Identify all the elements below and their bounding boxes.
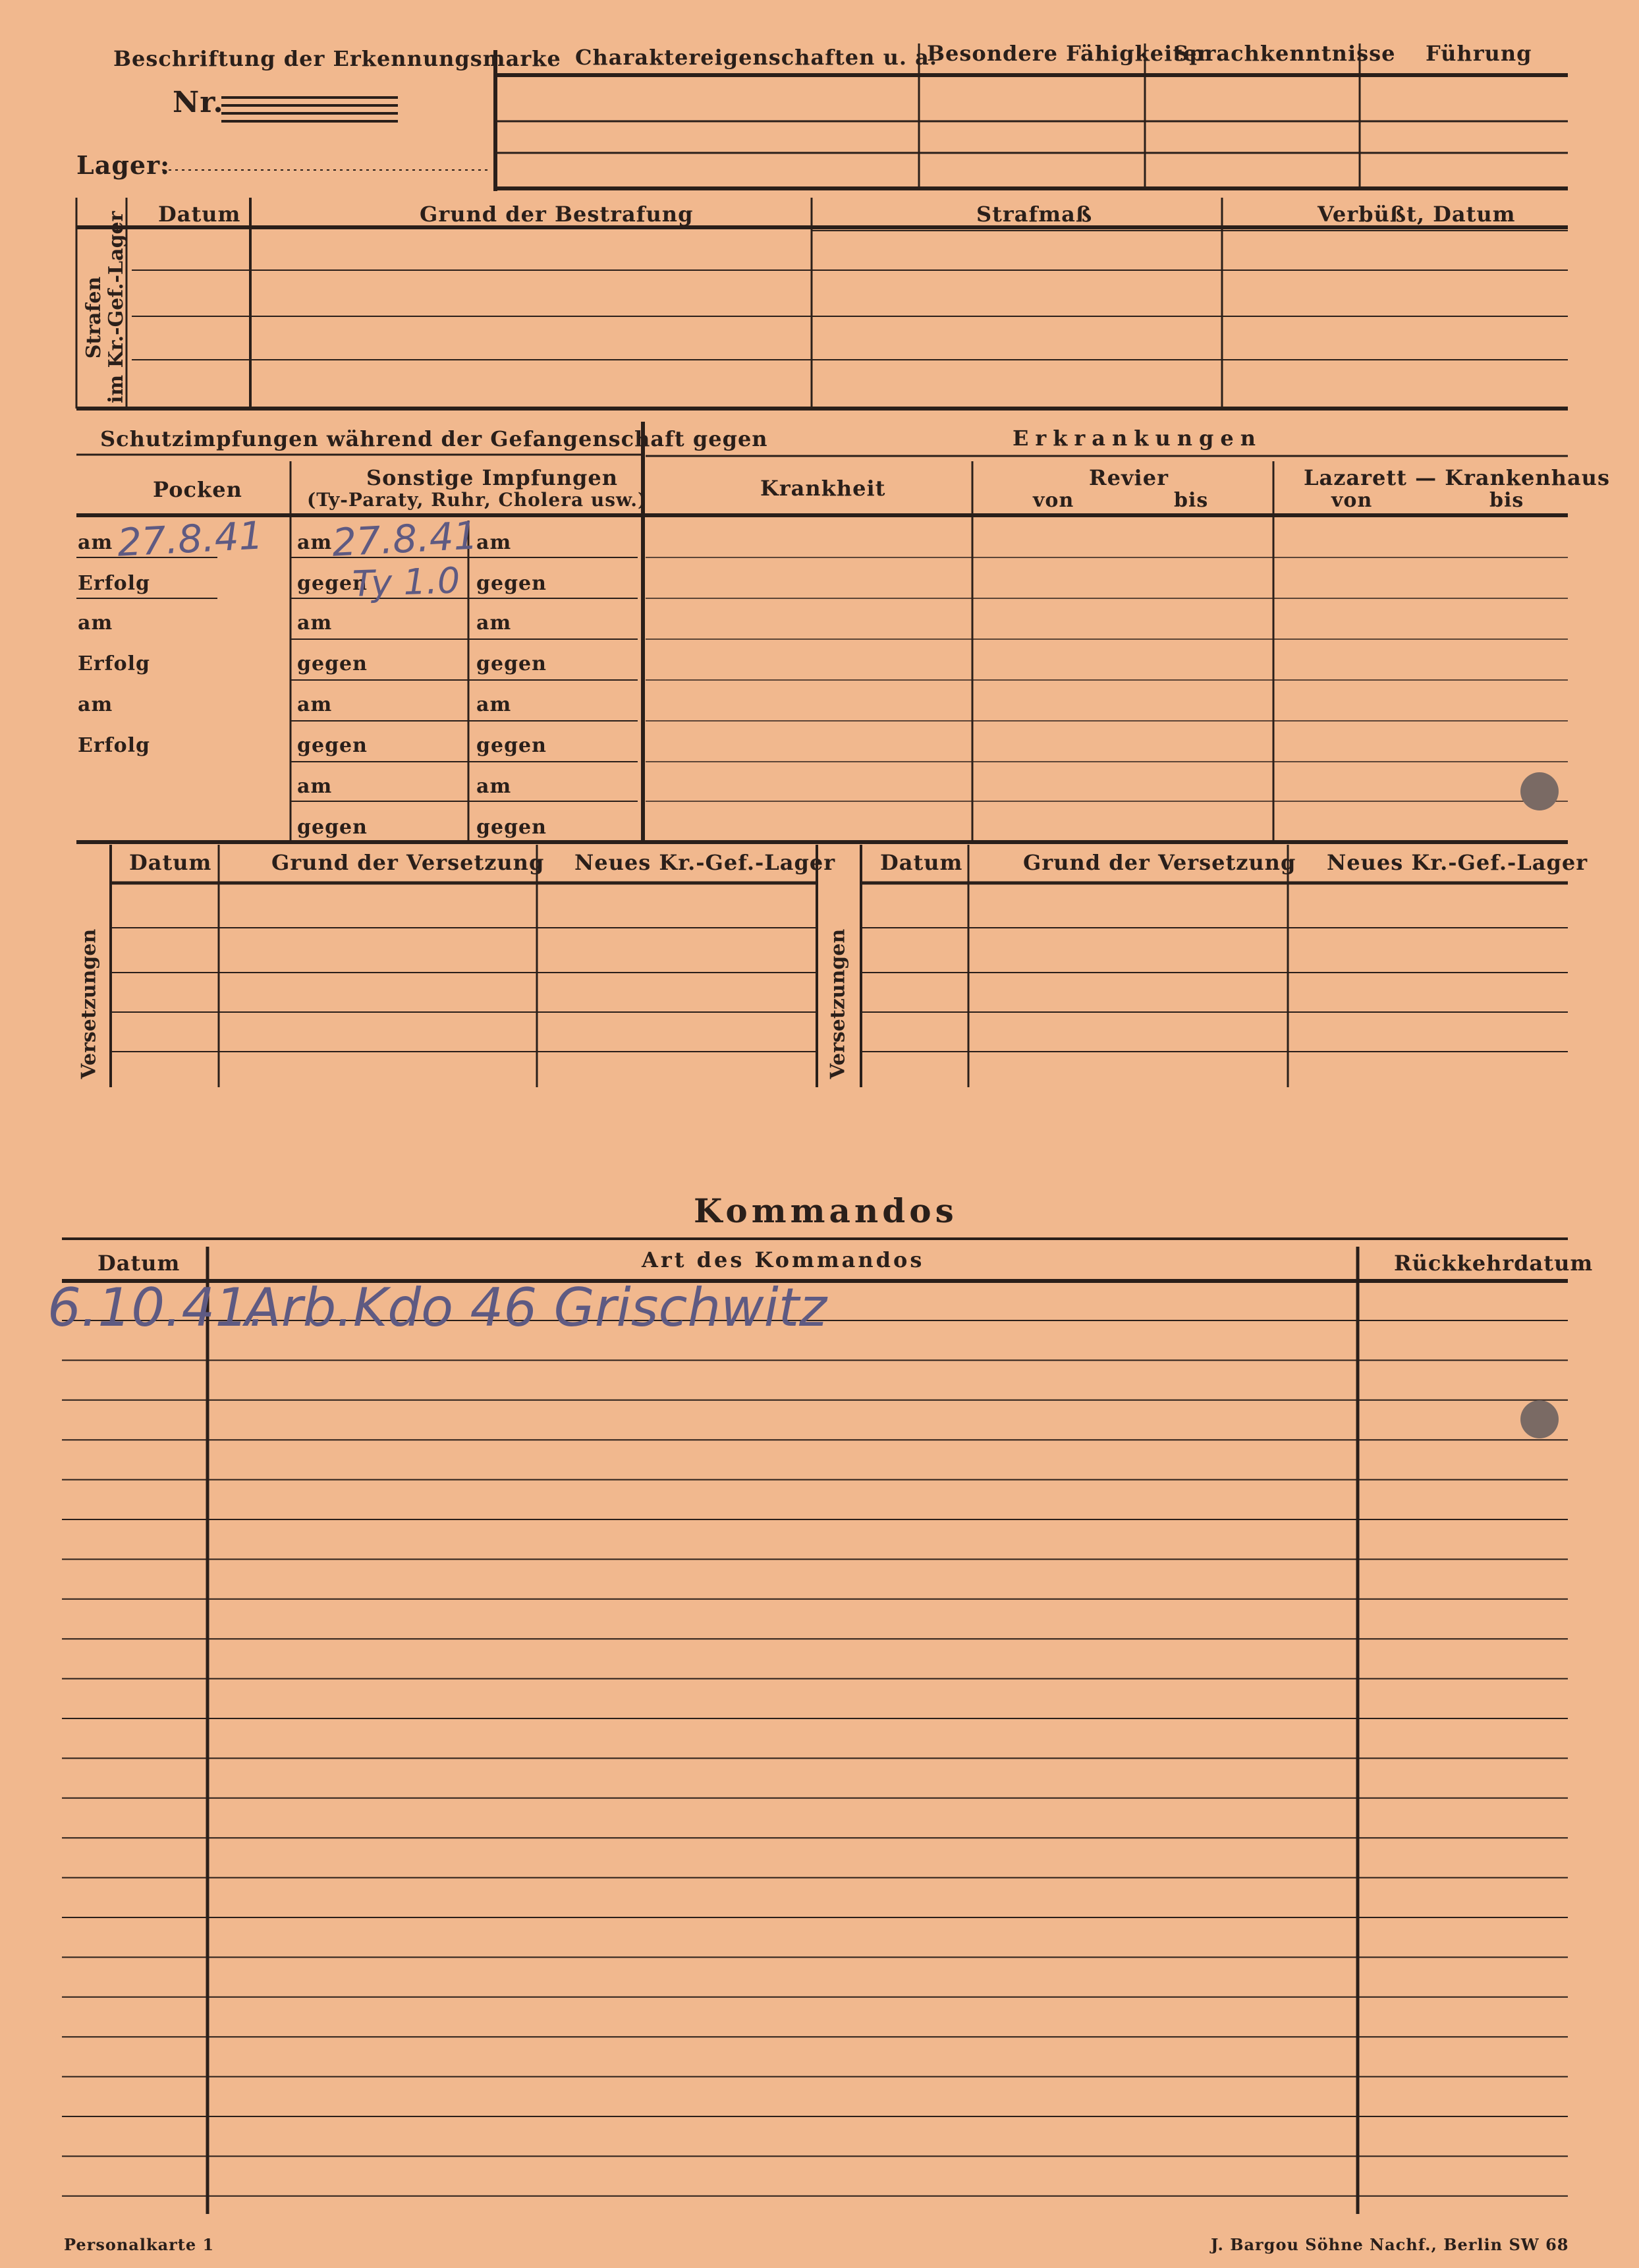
illness-lazarett-bis: bis — [1489, 489, 1524, 512]
other-vacc-row-label: am — [297, 531, 333, 554]
transfers-right-header-lager: Neues Kr.-Gef.-Lager — [1327, 850, 1588, 875]
hw-other-vacc-date: 27.8.41 — [331, 513, 480, 565]
transfers-left-header-lager: Neues Kr.-Gef.-Lager — [574, 850, 836, 875]
hw-kommando-date: 6.10.41. — [47, 1277, 265, 1338]
vacc-heading: Schutzimpfungen während der Gefangenschaft gegen — [100, 426, 768, 451]
illness-heading: Erkrankungen — [1013, 426, 1262, 451]
hw-pocken-date: 27.8.41 — [116, 513, 265, 565]
traits-header-conduct: Führung — [1426, 41, 1532, 66]
pocken-row-label: am — [78, 531, 113, 554]
pocken-row-label: Erfolg — [78, 572, 150, 595]
pocken-row-label: Erfolg — [78, 652, 150, 675]
kommandos-header-art: Art des Kommandos — [642, 1247, 925, 1272]
strafen-side-label: Strafen im Kr.-Gef.-Lager — [82, 211, 128, 403]
lager-label: Lager: — [76, 150, 171, 180]
nr-label: Nr. — [173, 86, 224, 119]
transfers-side-label-right: Versetzungen — [826, 928, 850, 1079]
other-vacc-row-label: gegen — [297, 816, 368, 839]
pocken-row-label: Erfolg — [78, 734, 150, 757]
hw-other-vacc-against: Ty 1.0 — [351, 559, 461, 605]
pocken-row-label: am — [78, 693, 113, 716]
strafen-header-datum: Datum — [158, 202, 241, 227]
illness-header-revier: Revier — [1089, 465, 1169, 490]
illness-lazarett-von: von — [1331, 489, 1373, 512]
punch-hole — [1520, 772, 1559, 810]
strafen-header-strafmass: Strafmaß — [976, 202, 1093, 227]
other-vacc-row-label: gegen — [297, 572, 368, 595]
traits-header-character: Charaktereigenschaften u. a. — [575, 45, 937, 70]
traits-header-languages: Sprachkenntnisse — [1173, 41, 1396, 66]
other-vacc-row-label: gegen — [476, 652, 547, 675]
other-vacc-row-label: am — [476, 531, 512, 554]
traits-header-abilities: Besondere Fähigkeiten — [927, 41, 1213, 66]
other-vacc-row-label: am — [476, 693, 512, 716]
other-vacc-row-label: gegen — [476, 572, 547, 595]
strafen-header-verbuesst: Verbüßt, Datum — [1318, 202, 1516, 227]
kommandos-title: Kommandos — [694, 1191, 958, 1230]
other-vacc-row-label: gegen — [476, 816, 547, 839]
illness-revier-bis: bis — [1174, 489, 1209, 512]
transfers-left-header-datum: Datum — [129, 850, 212, 875]
footer-form-name: Personalkarte 1 — [64, 2235, 215, 2254]
other-vacc-row-label: am — [476, 611, 512, 635]
other-vacc-row-label: gegen — [297, 734, 368, 757]
transfers-right-header-grund: Grund der Versetzung — [1023, 850, 1296, 875]
illness-revier-von: von — [1033, 489, 1074, 512]
other-vacc-row-label: am — [297, 775, 333, 798]
transfers-side-label-left: Versetzungen — [77, 928, 101, 1079]
kommandos-header-rueckkehr: Rückkehrdatum — [1394, 1251, 1594, 1276]
pocken-row-label: am — [78, 611, 113, 635]
hw-kommando-text: Arb.Kdo 46 Grischwitz — [245, 1277, 827, 1338]
illness-header-lazarett: Lazarett — Krankenhaus — [1304, 465, 1610, 490]
kommandos-header-datum: Datum — [97, 1251, 181, 1276]
id-tag-heading: Beschriftung der Erkennungsmarke — [113, 46, 561, 71]
other-vacc-row-label: am — [297, 611, 333, 635]
transfers-left-header-grund: Grund der Versetzung — [271, 850, 545, 875]
vacc-other-subheader: (Ty-Paraty, Ruhr, Cholera usw.) — [307, 489, 648, 511]
footer-printer: J. Bargou Söhne Nachf., Berlin SW 68 — [1211, 2235, 1569, 2254]
other-vacc-row-label: am — [297, 693, 333, 716]
illness-header-krankheit: Krankheit — [760, 476, 886, 501]
other-vacc-row-label: am — [476, 775, 512, 798]
transfers-right-header-datum: Datum — [880, 850, 963, 875]
vacc-other-header: Sonstige Impfungen — [366, 465, 619, 490]
other-vacc-row-label: gegen — [476, 734, 547, 757]
vacc-pocken-header: Pocken — [153, 477, 242, 502]
strafen-header-grund: Grund der Bestrafung — [420, 202, 694, 227]
other-vacc-row-label: gegen — [297, 652, 368, 675]
punch-hole — [1520, 1400, 1559, 1438]
